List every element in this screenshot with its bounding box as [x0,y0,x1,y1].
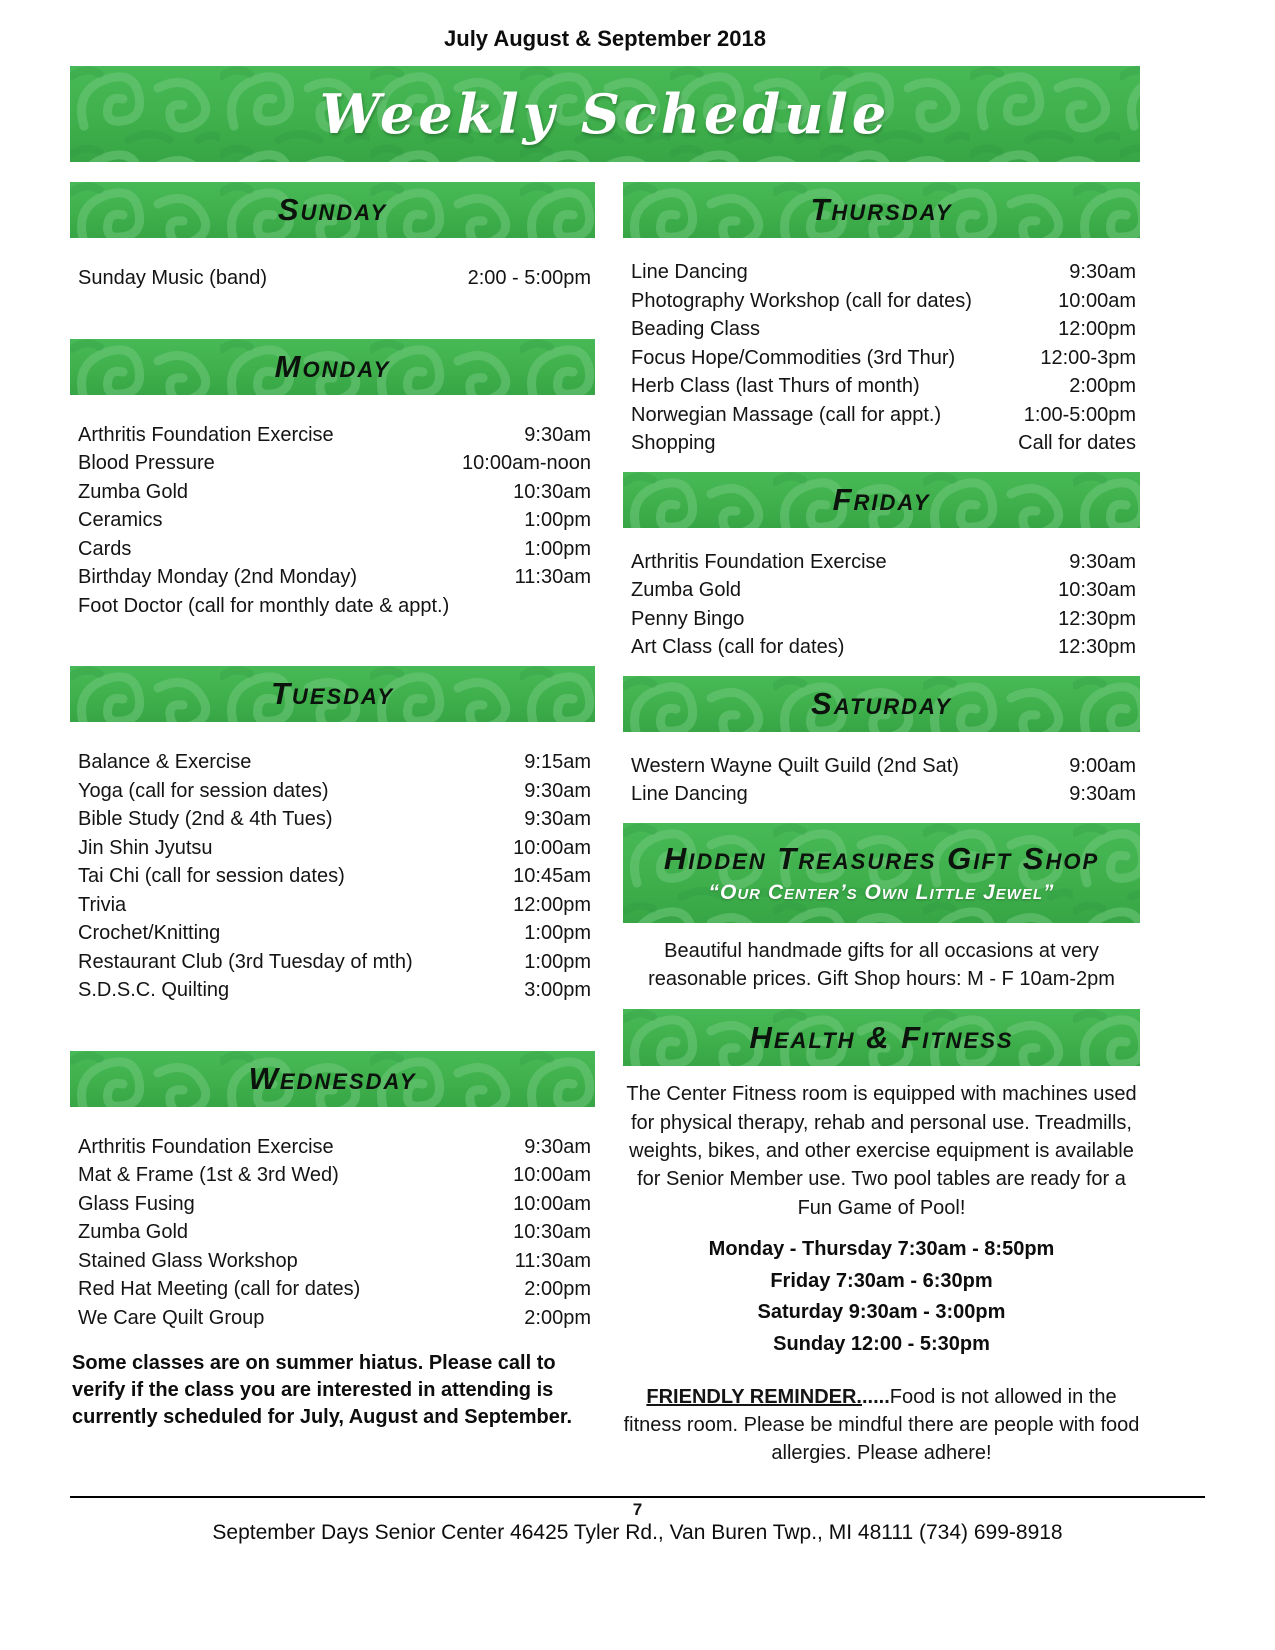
day-label-saturday: Saturday [811,685,952,721]
activity-time: 9:30am [524,808,591,830]
right-column [623,182,1140,1484]
summer-hiatus-note: Some classes are on summer hiatus. Please call to verify if the class you are interested in attending is currently scheduled for July, August and September. [72,1352,573,1428]
activity-name: Blood Pressure [78,452,215,474]
schedule-row [70,264,595,293]
date-range-heading: July August & September 2018 [444,26,766,51]
activity-name: Jin Shin Jyutsu [78,836,213,859]
health-fitness-header-banner [623,1009,1140,1066]
activity-time: 3:00pm [524,979,591,1001]
tuesday-schedule-list [70,748,595,1005]
activity-time: 9:30am [524,423,591,446]
activity-name: Art Class (call for dates) [631,636,845,658]
activity-time: 10:00am-noon [462,452,591,474]
section-health-fitness [623,1009,1140,1468]
gift-shop-subtitle: “Our Center’s Own Little Jewel” [708,880,1055,904]
activity-name: Ceramics [78,509,163,531]
day-label-monday: Monday [274,348,391,384]
activity-name: Stained Glass Workshop [78,1249,298,1272]
schedule-row [70,506,595,535]
schedule-row [70,535,595,564]
activity-time: 12:30pm [1058,607,1136,630]
tuesday-header-banner [70,666,595,722]
page-number: 7 [632,1500,643,1519]
activity-name: Mat & Frame (1st & 3rd Wed) [78,1164,339,1186]
friendly-reminder-dots: ..... [861,1385,890,1408]
schedule-row [70,1161,595,1190]
activity-name: Sunday Music (band) [78,267,267,289]
activity-name: Birthday Monday (2nd Monday) [78,566,358,588]
saturday-schedule-list [623,752,1140,809]
day-label-friday: Friday [832,481,931,517]
activity-time: 9:30am [1069,783,1136,805]
fitness-hours-line: Friday 7:30am - 6:30pm [770,1269,993,1292]
schedule-row [70,891,595,920]
activity-time: 9:30am [524,1135,591,1158]
schedule-row [70,1275,595,1304]
activity-name: Beading Class [631,318,760,340]
activity-time: 2:00pm [524,1278,591,1300]
activity-time: 10:00am [513,1164,591,1186]
schedule-row [623,780,1140,809]
day-label-thursday: Thursday [810,192,953,227]
activity-name: Zumba Gold [78,1221,189,1243]
day-label-tuesday: Tuesday [271,676,394,711]
schedule-row [623,372,1140,401]
activity-time: Call for dates [1018,432,1136,454]
fitness-hours-line: Saturday 9:30am - 3:00pm [757,1301,1006,1324]
activity-time: 2:00pm [524,1306,591,1329]
activity-time: 1:00pm [524,950,591,973]
section-wednesday [70,1051,595,1333]
activity-name: Cards [78,537,132,560]
thursday-header-banner [623,182,1140,238]
schedule-row [70,862,595,891]
activity-name: Glass Fusing [78,1192,195,1215]
activity-name: Red Hat Meeting (call for dates) [78,1278,361,1300]
activity-time: 1:00pm [524,922,591,944]
activity-name: Focus Hope/Commodities (3rd Thur) [631,346,956,369]
activity-name: Line Dancing [631,261,748,283]
activity-time: 9:00am [1069,754,1136,777]
schedule-row [70,592,595,621]
schedule-row [70,478,595,507]
activity-time: 9:30am [1069,550,1136,573]
schedule-columns [70,182,1140,1484]
page-title: Weekly Schedule [319,82,891,146]
activity-time: 11:30am [514,566,591,588]
activity-name: Yoga (call for session dates) [78,779,329,802]
activity-name: S.D.S.C. Quilting [78,979,230,1001]
activity-name: Zumba Gold [78,480,189,503]
day-label-sunday: Sunday [277,192,388,227]
schedule-row [70,948,595,977]
friendly-reminder [623,1383,1140,1468]
footer-address: September Days Senior Center 46425 Tyler Rd., Van Buren Twp., MI 48111 (734) 699-8918 [212,1521,1063,1544]
schedule-row [623,605,1140,634]
health-fitness-title: Health & Fitness [749,1019,1014,1055]
wednesday-header-banner [70,1051,595,1107]
thursday-schedule-list [623,258,1140,458]
friday-header-banner [623,472,1140,528]
schedule-row [70,748,595,777]
schedule-row [70,1304,595,1333]
schedule-row [70,777,595,806]
activity-name: Line Dancing [631,783,748,805]
section-sunday [70,182,595,293]
activity-time: 2:00pm [1069,375,1136,397]
schedule-row [623,429,1140,458]
schedule-row [623,287,1140,316]
sunday-header-banner [70,182,595,238]
activity-name: Norwegian Massage (call for appt.) [631,403,942,426]
activity-name: Herb Class (last Thurs of month) [631,375,920,397]
schedule-row [70,976,595,1005]
activity-name: Crochet/Knitting [78,922,221,944]
fitness-hours-list [623,1234,1140,1360]
activity-time: 10:30am [513,1221,591,1243]
schedule-row [70,1218,595,1247]
schedule-row [623,344,1140,373]
schedule-row [70,421,595,450]
activity-name: Penny Bingo [631,607,745,630]
activity-time: 10:00am [513,1192,591,1215]
activity-name: Western Wayne Quilt Guild (2nd Sat) [631,754,959,777]
schedule-row [623,258,1140,287]
activity-time: 10:45am [513,865,591,887]
gift-shop-description: Beautiful handmade gifts for all occasions at very reasonable prices. Gift Shop hours: M - F 10am-2pm [648,939,1115,990]
activity-time: 1:00pm [524,537,591,560]
activity-time: 12:00pm [1058,318,1136,340]
activity-time: 12:00-3pm [1040,346,1136,369]
schedule-row [70,1133,595,1162]
monday-schedule-list [70,421,595,621]
activity-name: We Care Quilt Group [78,1306,265,1329]
main-title-banner [70,66,1140,162]
friday-schedule-list [623,548,1140,662]
wednesday-schedule-list [70,1133,595,1333]
activity-time: 9:15am [524,751,591,773]
section-gift-shop [623,823,1140,994]
activity-name: Arthritis Foundation Exercise [78,1135,334,1158]
saturday-header-banner [623,676,1140,732]
schedule-row [623,633,1140,662]
activity-time: 12:30pm [1058,636,1136,658]
footer-divider [70,1496,1205,1498]
activity-time: 9:30am [524,779,591,802]
activity-time: 9:30am [1069,261,1136,283]
schedule-row [70,805,595,834]
section-thursday [623,182,1140,458]
gift-shop-title: Hidden Treasures Gift Shop [663,840,1100,876]
activity-name: Restaurant Club (3rd Tuesday of mth) [78,950,413,973]
activity-time: 10:30am [1058,579,1136,601]
schedule-row [70,1190,595,1219]
section-monday [70,339,595,621]
section-friday [623,472,1140,662]
activity-time: 10:30am [513,480,591,503]
activity-name: Zumba Gold [631,579,742,601]
activity-name: Photography Workshop (call for dates) [631,289,972,312]
activity-name: Balance & Exercise [78,751,252,773]
activity-time: 1:00-5:00pm [1023,403,1136,426]
day-label-wednesday: Wednesday [248,1060,417,1096]
activity-name: Trivia [78,893,127,916]
friendly-reminder-text: Food is not allowed in the fitness room. Please be mindful there are people with food allergies. Please adhere! [623,1385,1140,1465]
left-column [70,182,595,1484]
activity-name: Shopping [631,432,716,454]
monday-header-banner [70,339,595,395]
schedule-row [70,563,595,592]
health-fitness-description: The Center Fitness room is equipped with machines used for physical therapy, rehab and personal use. Treadmills, weights, bikes, and other exercise equipment is available for Senior Member use. Two pool tables are ready for a Fun Game of Pool! [626,1083,1137,1219]
fitness-hours-line: Monday - Thursday 7:30am - 8:50pm [708,1238,1055,1261]
activity-time: 1:00pm [524,509,591,531]
section-tuesday [70,666,595,1005]
activity-name: Arthritis Foundation Exercise [78,423,334,446]
activity-time: 12:00pm [513,893,591,916]
activity-time: 10:00am [513,836,591,859]
activity-name: Bible Study (2nd & 4th Tues) [78,808,333,830]
activity-name: Arthritis Foundation Exercise [631,550,887,573]
schedule-row [70,1247,595,1276]
schedule-row [623,576,1140,605]
friendly-reminder-label: FRIENDLY REMINDER. [646,1385,862,1408]
fitness-hours-line: Sunday 12:00 - 5:30pm [773,1333,990,1356]
gift-shop-header-banner [623,823,1140,923]
schedule-row [623,401,1140,430]
activity-time: 11:30am [514,1249,591,1272]
sunday-schedule-list [70,264,595,293]
schedule-row [70,449,595,478]
activity-name: Tai Chi (call for session dates) [78,865,345,887]
schedule-row [623,752,1140,781]
schedule-row [623,548,1140,577]
section-saturday [623,676,1140,809]
activity-time: 10:00am [1058,289,1136,312]
schedule-row [70,919,595,948]
schedule-row [623,315,1140,344]
page-footer [70,1496,1205,1545]
activity-name: Foot Doctor (call for monthly date & appt.) [78,594,450,617]
activity-time: 2:00 - 5:00pm [467,267,591,289]
schedule-row [70,834,595,863]
